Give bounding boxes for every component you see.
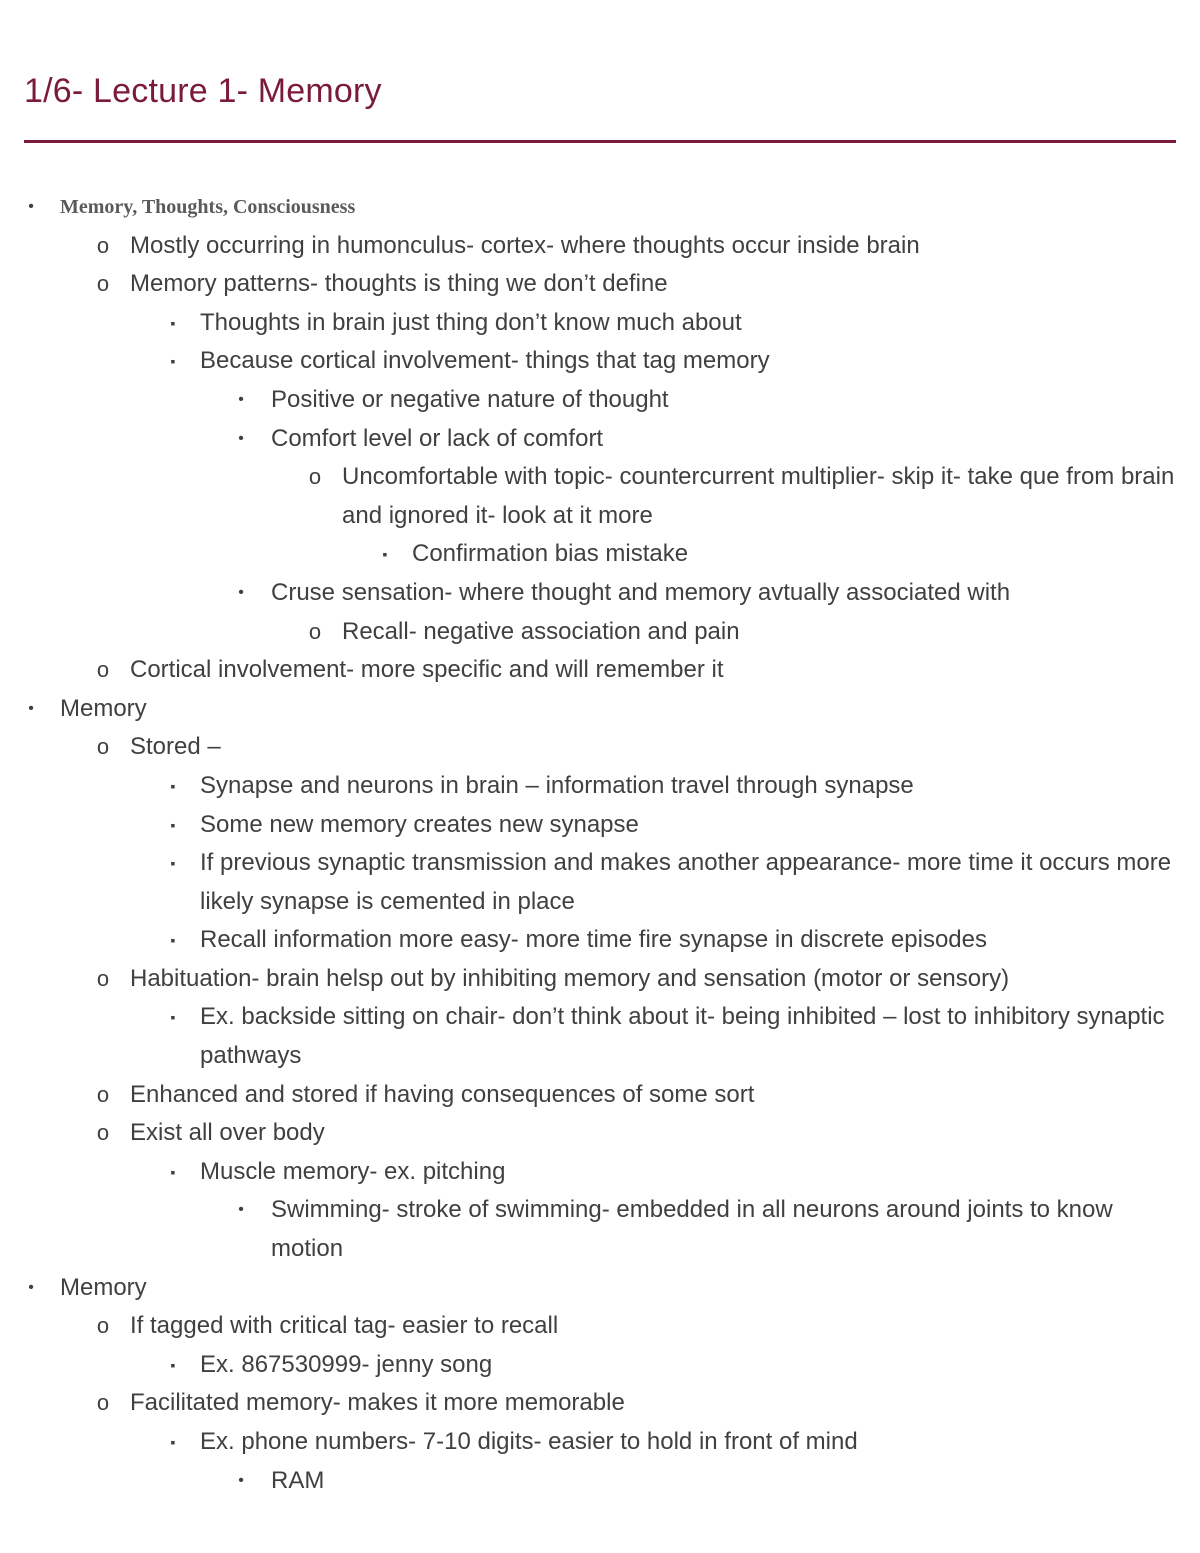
circle-bullet-icon: o (308, 618, 322, 644)
square-bullet-icon: ▪ (382, 546, 388, 563)
lecture-outline (0, 188, 1200, 1500)
outline-item-text: Recall information more easy- more time fire synapse in discrete episodes (200, 926, 987, 954)
square-bullet-icon: ▪ (170, 855, 176, 872)
circle-bullet-icon: o (96, 232, 110, 258)
outline-item (0, 690, 1200, 729)
square-bullet-icon: ▪ (170, 314, 176, 331)
outline-item (0, 381, 1200, 420)
outline-item-text: Because cortical involvement- things that tag memory (200, 347, 770, 375)
bullet-icon: • (28, 699, 34, 717)
bullet-icon: • (238, 583, 244, 601)
outline-item-text: Cortical involvement- more specific and will remember it (130, 656, 724, 684)
outline-item-text: If previous synaptic transmission and makes another appearance- more time it occurs more likely synapse is cemented in place (200, 849, 1172, 915)
square-bullet-icon: ▪ (170, 816, 176, 833)
bullet-icon: • (238, 1471, 244, 1489)
circle-bullet-icon: o (96, 1313, 110, 1339)
bullet-icon: • (28, 198, 34, 215)
outline-item (0, 767, 1200, 806)
circle-bullet-icon: o (96, 1120, 110, 1146)
outline-item (0, 1423, 1200, 1462)
outline-item (0, 728, 1200, 767)
outline-item-text: Swimming- stroke of swimming- embedded in all neurons around joints to know motion (271, 1196, 1113, 1263)
outline-item-text: Uncomfortable with topic- countercurrent multiplier- skip it- take que from brain and ignored it- look at it more (342, 463, 1175, 529)
square-bullet-icon: ▪ (170, 1356, 176, 1373)
circle-bullet-icon: o (308, 464, 322, 490)
outline-item-text: Memory (60, 1273, 147, 1301)
outline-item (0, 651, 1200, 690)
outline-item (0, 1114, 1200, 1153)
outline-item-text: Cruse sensation- where thought and memory avtually associated with (271, 578, 1011, 606)
outline-item (0, 960, 1200, 999)
square-bullet-icon: ▪ (170, 1009, 176, 1026)
outline-item (0, 1346, 1200, 1385)
square-bullet-icon: ▪ (170, 1163, 176, 1180)
circle-bullet-icon: o (96, 965, 110, 991)
outline-item (0, 304, 1200, 343)
square-bullet-icon: ▪ (170, 932, 176, 949)
outline-item-text: Memory (60, 694, 147, 722)
outline-item (0, 188, 1200, 227)
outline-item-text: Habituation- brain helsp out by inhibiting memory and sensation (motor or sensory) (130, 964, 1010, 992)
circle-bullet-icon: o (96, 271, 110, 297)
outline-item-text: Ex. 867530999- jenny song (200, 1350, 493, 1378)
bullet-icon: • (238, 429, 244, 447)
outline-item (0, 613, 1200, 652)
outline-item (0, 1153, 1200, 1192)
circle-bullet-icon: o (96, 1390, 110, 1416)
outline-item-text: Facilitated memory- makes it more memorable (130, 1389, 625, 1417)
outline-item-text: Stored – (130, 733, 221, 761)
bullet-icon: • (238, 1201, 244, 1219)
outline-item-text: Comfort level or lack of comfort (271, 424, 604, 452)
outline-item (0, 1076, 1200, 1115)
square-bullet-icon: ▪ (170, 353, 176, 370)
circle-bullet-icon: o (96, 734, 110, 760)
bullet-icon: • (238, 390, 244, 408)
outline-item-text: Recall- negative association and pain (342, 617, 740, 645)
outline-item-text: Enhanced and stored if having consequences of some sort (130, 1080, 755, 1108)
outline-item (0, 998, 1200, 1075)
square-bullet-icon: ▪ (170, 1434, 176, 1450)
outline-item-text: Positive or negative nature of thought (271, 385, 669, 413)
bullet-icon: • (28, 1278, 34, 1296)
outline-item (0, 806, 1200, 845)
outline-item-text: Some new memory creates new synapse (200, 810, 639, 838)
outline-item (0, 1191, 1200, 1268)
outline-item-text: Memory, Thoughts, Consciousness (60, 196, 356, 218)
outline-item-text: Confirmation bias mistake (412, 540, 689, 568)
outline-item (0, 574, 1200, 613)
outline-item-text: Ex. backside sitting on chair- don’t think about it- being inhibited – lost to inhibitory synaptic pathways (200, 1003, 1165, 1070)
outline-item-text: Synapse and neurons in brain – information travel through synapse (200, 771, 914, 799)
circle-bullet-icon: o (96, 657, 110, 683)
outline-item (0, 1462, 1200, 1501)
outline-item (0, 227, 1200, 266)
outline-item (0, 342, 1200, 381)
outline-item (0, 265, 1200, 304)
outline-item (0, 535, 1200, 574)
outline-item-text: Exist all over body (130, 1119, 325, 1147)
outline-item-text: Thoughts in brain just thing don’t know much about (200, 308, 742, 336)
page-title: 1/6- Lecture 1- Memory (24, 72, 382, 110)
circle-bullet-icon: o (96, 1081, 110, 1107)
outline-item-text: If tagged with critical tag- easier to recall (130, 1312, 559, 1340)
outline-item-text: Memory patterns- thoughts is thing we don’t define (130, 270, 668, 298)
outline-item (0, 844, 1200, 921)
title-divider (24, 140, 1176, 143)
outline-item-text: Muscle memory- ex. pitching (200, 1157, 506, 1185)
outline-item-text: Ex. phone numbers- 7-10 digits- easier to hold in front of mind (200, 1428, 858, 1455)
outline-item-text: RAM (271, 1466, 325, 1494)
outline-item-text: Mostly occurring in humonculus- cortex- where thoughts occur inside brain (130, 231, 920, 259)
outline-item (0, 458, 1200, 535)
outline-item (0, 1307, 1200, 1346)
outline-item (0, 420, 1200, 459)
outline-item (0, 1269, 1200, 1308)
outline-item (0, 1384, 1200, 1423)
outline-item (0, 921, 1200, 960)
square-bullet-icon: ▪ (170, 777, 176, 794)
